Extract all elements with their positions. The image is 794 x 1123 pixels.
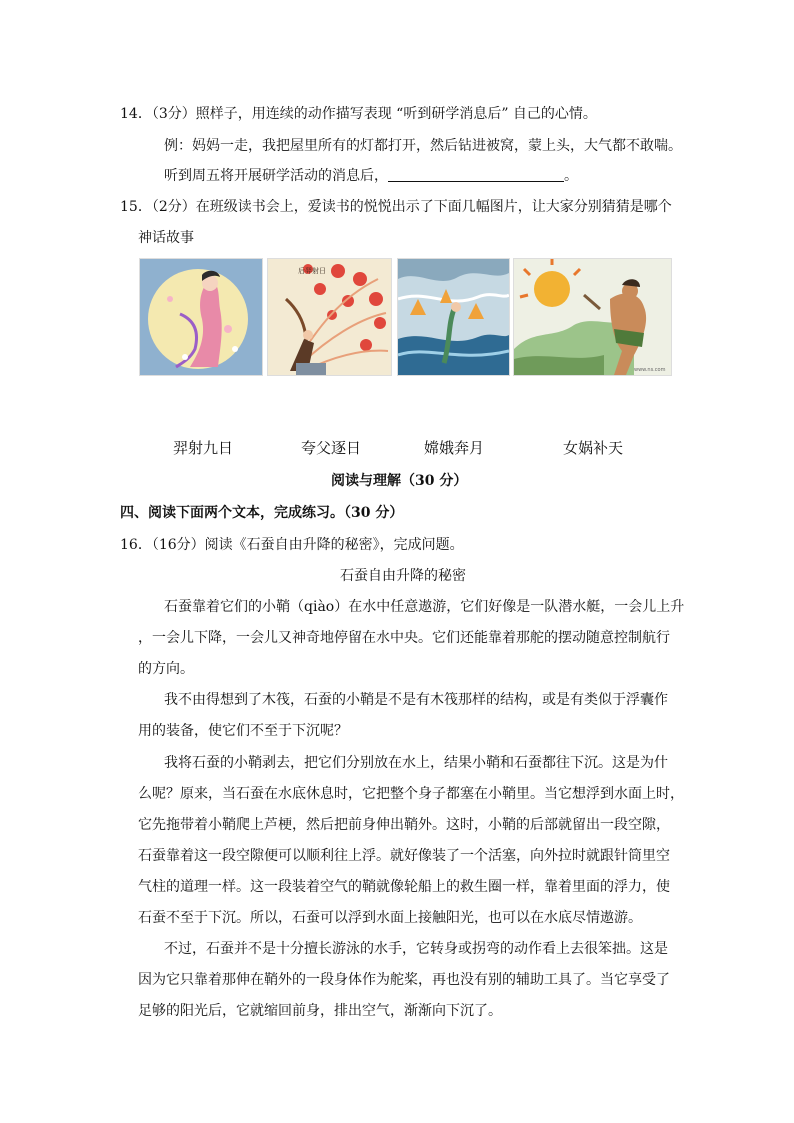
section-title: 阅读与理解（30 分） (331, 473, 468, 489)
option-4[interactable]: 女娲补天 (563, 439, 624, 457)
article-line: 因为它只靠着那伸在鞘外的一段身体作为舵桨，再也没有别的辅助工具了。当它享受了 (138, 972, 670, 988)
q14-end: 。 (564, 168, 578, 184)
q16-stem: 16．（16分）阅读《石蚕自由升降的秘密》，完成问题。 (120, 537, 464, 553)
q15-stem-line1: 15．（2分）在班级读书会上，爱读书的悦悦出示了下面几幅图片，让大家分别猜猜是哪个 (120, 199, 672, 215)
article-line: ，一会儿下降，一会儿又神奇地停留在水中央。它们还能靠着那舵的摆动随意控制航行 (138, 630, 670, 646)
chang-e-image (139, 258, 263, 376)
article-line: 石蚕靠着这一段空隙便可以顺利往上浮。就好像装了一个活塞，向外拉时就跟针筒里空 (138, 848, 670, 864)
article-line: 我将石蚕的小鞘剥去，把它们分别放在水上，结果小鞘和石蚕都往下沉。这是为什 (164, 755, 668, 771)
kuafu-image (513, 258, 672, 376)
kuafu-image-watermark: www.ns.com (634, 367, 666, 373)
answer-blank[interactable] (388, 167, 564, 182)
article-line: 的方向。 (138, 661, 194, 677)
article-line: 石蚕不至于下沉。所以，石蚕可以浮到水面上接触阳光，也可以在水底尽情遨游。 (138, 910, 642, 926)
option-3[interactable]: 嫦娥奔月 (424, 439, 485, 457)
article-line: 足够的阳光后，它就缩回前身，排出空气，渐渐向下沉了。 (138, 1003, 502, 1019)
option-2[interactable]: 夸父逐日 (301, 439, 362, 457)
option-1[interactable]: 羿射九日 (173, 439, 234, 457)
article-line: 不过，石蚕并不是十分擅长游泳的水手，它转身或拐弯的动作看上去很笨拙。这是 (164, 941, 668, 957)
q14-prompt: 听到周五将开展研学活动的消息后， (164, 168, 388, 184)
article-title: 石蚕自由升降的秘密 (340, 568, 466, 584)
q14-stem: 14．（3分）照样子，用连续的动作描写表现 “听到研学消息后” 自己的心情。 (120, 106, 597, 122)
part4-title: 四、阅读下面两个文本，完成练习。（30 分） (120, 505, 404, 521)
houyi-image-label: 后羿射日 (298, 267, 326, 275)
article-line: 气柱的道理一样。这一段装着空气的鞘就像轮船上的救生圈一样，靠着里面的浮力，使 (138, 879, 670, 895)
article-line: 我不由得想到了木筏，石蚕的小鞘是不是有木筏那样的结构，或是有类似于浮囊作 (164, 692, 668, 708)
article-line: 它先拖带着小鞘爬上芦梗，然后把前身伸出鞘外。这时，小鞘的后部就留出一段空隙， (138, 817, 670, 833)
article-line: 用的装备，使它们不至于下沉呢？ (138, 723, 348, 739)
houyi-image (267, 258, 392, 376)
article-line: 石蚕靠着它们的小鞘（qiào）在水中任意遨游，它们好像是一队潜水艇，一会儿上升 (164, 599, 685, 615)
q14-answer-line (164, 166, 578, 186)
q15-stem-line2: 神话故事 (138, 230, 194, 246)
q14-example: 例：妈妈一走，我把屋里所有的灯都打开，然后钻进被窝，蒙上头，大气都不敢喘。 (164, 138, 682, 154)
nuwa-image (397, 258, 510, 376)
article-line: 么呢？原来，当石蚕在水底休息时，它把整个身子都塞在小鞘里。当它想浮到水面上时， (138, 786, 684, 802)
